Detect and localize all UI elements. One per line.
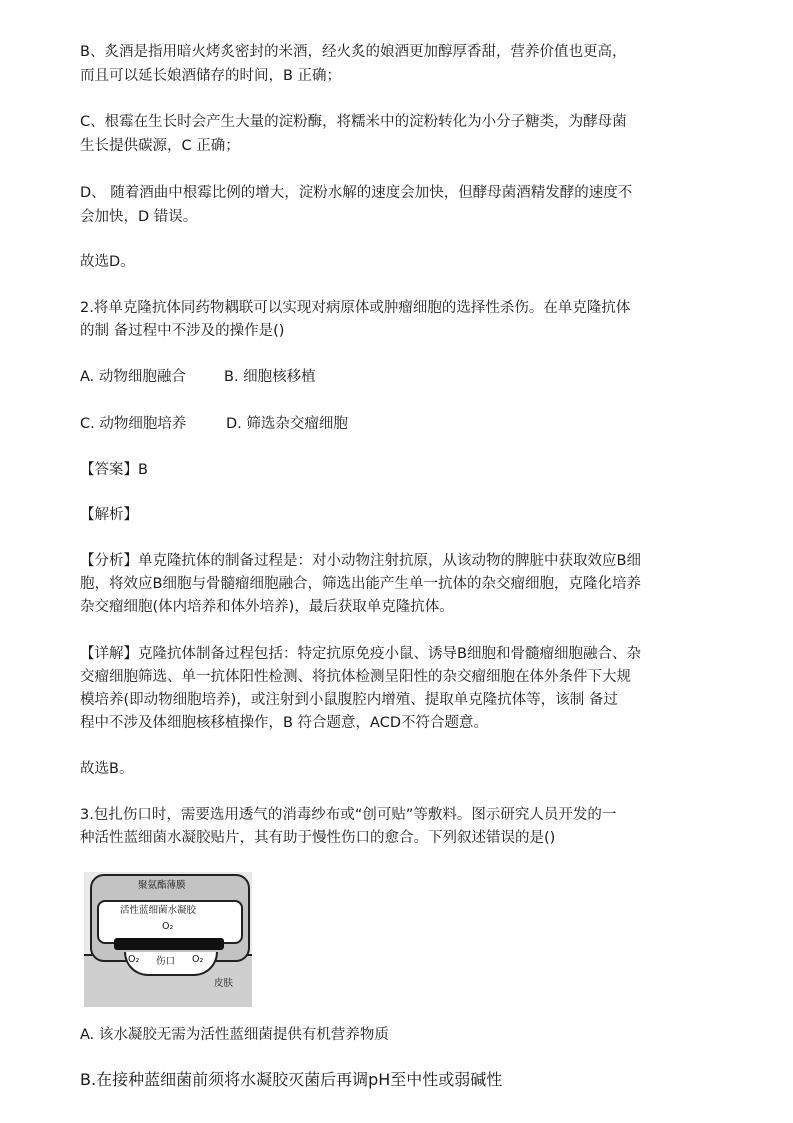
wound-label: 伤口 [156, 956, 176, 967]
question-3-stem: 3.包扎伤口时，需要选用透气的消毒纱布或“创可贴”等敷料。图示研究人员开发的一 [80, 807, 617, 823]
oxygen-label: O₂ [192, 954, 204, 965]
text-line: 交瘤细胞筛选、单一抗体阳性检测、将抗体检测呈阳性的杂交瘤细胞在体外条件下大规 [80, 669, 631, 685]
text-line: 【详解】克隆抗体制备过程包括：特定抗原免疫小鼠、诱导B细胞和骨髓瘤细胞融合、杂 [80, 646, 641, 662]
text-line: D、 随着酒曲中根霉比例的增大，淀粉水解的速度会加快，但酵母菌酒精发酵的速度不 [80, 185, 633, 201]
hydrogel-patch-figure [84, 872, 252, 1005]
text-line: B、炙酒是指用暗火烤炙密封的米酒，经火炙的娘酒更加醇厚香甜，营养价值也更高， [80, 44, 627, 60]
option-a: A. 该水凝胶无需为活性蓝细菌提供有机营养物质 [80, 1027, 389, 1043]
text-line: 故选D。 [80, 254, 135, 270]
gel-label: 活性蓝细菌水凝胶 [120, 905, 197, 916]
contact-layer [114, 938, 224, 950]
text-line: 故选B。 [80, 761, 134, 777]
film-label: 聚氨酯薄膜 [138, 880, 186, 891]
analysis-label: 【解析】 [80, 507, 138, 523]
text-line: 模培养(即动物细胞培养)，或注射到小鼠腹腔内增殖、提取单克隆抗体等，该制 备过 [80, 692, 618, 708]
option-d: D. 筛选杂交瘤细胞 [226, 416, 348, 432]
question-3-stem: 种活性蓝细菌水凝胶贴片，其有助于慢性伤口的愈合。下列叙述错误的是() [80, 830, 556, 846]
text-line: 会加快，D 错误。 [80, 209, 198, 225]
option-c: C. 动物细胞培养 [80, 416, 187, 432]
option-b: B.在接种蓝细菌前须将水凝胶灭菌后再调pH至中性或弱碱性 [80, 1070, 503, 1089]
option-a: A. 动物细胞融合 [80, 369, 186, 385]
skin-label: 皮肤 [214, 978, 234, 989]
oxygen-label: O₂ [128, 954, 140, 965]
text-line: 杂交瘤细胞(体内培养和体外培养)，最后获取单克隆抗体。 [80, 599, 454, 615]
text-line: C、根霉在生长时会产生大量的淀粉酶，将糯米中的淀粉转化为小分子糖类，为酵母菌 [80, 114, 627, 130]
answer-label: 【答案】B [80, 462, 148, 478]
text-line: 程中不涉及体细胞核移植操作，B 符合题意，ACD不符合题意。 [80, 715, 489, 731]
question-2-stem: 2.将单克隆抗体同药物耦联可以实现对病原体或肿瘤细胞的选择性杀伤。在单克隆抗体 [80, 300, 631, 316]
text-line: 【分析】单克隆抗体的制备过程是：对小动物注射抗原，从该动物的脾脏中获取效应B细 [80, 553, 641, 569]
oxygen-label: O₂ [162, 921, 174, 932]
text-line: 而且可以延长娘酒储存的时间，B 正确； [80, 68, 342, 84]
question-2-stem: 的制 备过程中不涉及的操作是() [80, 323, 285, 339]
text-line: 胞，将效应B细胞与骨髓瘤细胞融合，筛选出能产生单一抗体的杂交瘤细胞，克隆化培养 [80, 576, 641, 592]
text-line: 生长提供碳源，C 正确； [80, 138, 240, 154]
option-b: B. 细胞核移植 [224, 369, 316, 385]
